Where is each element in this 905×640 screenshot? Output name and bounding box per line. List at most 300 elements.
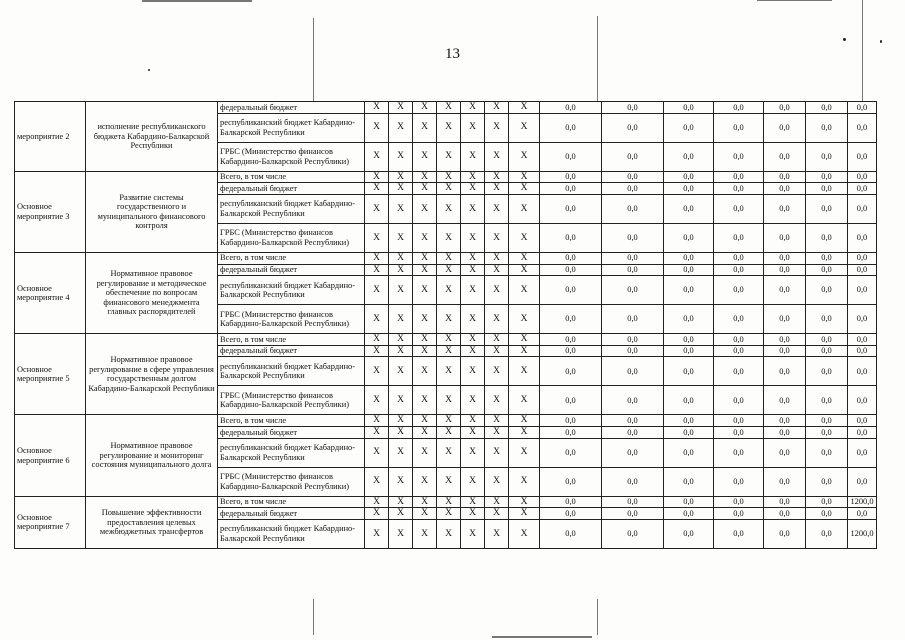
scan-artifact-vertical-line (862, 0, 863, 102)
budget-code-cell: X (437, 171, 461, 183)
budget-code-cell: X (413, 427, 437, 439)
budget-code-cell: X (365, 194, 389, 223)
amount-cell: 0,0 (848, 508, 877, 520)
measure-description-cell: Повышение эффективности предоставления целевых межбюджетных трансфертов (86, 496, 218, 548)
budget-code-cell: X (461, 345, 485, 357)
amount-cell: 0,0 (540, 142, 602, 171)
budget-code-cell: X (461, 357, 485, 386)
amount-cell: 0,0 (848, 183, 877, 195)
budget-code-cell: X (509, 113, 540, 142)
amount-cell: 0,0 (848, 264, 877, 276)
budget-code-cell: X (461, 183, 485, 195)
amount-cell: 0,0 (602, 102, 664, 114)
budget-code-cell: X (437, 113, 461, 142)
budget-code-cell: X (461, 519, 485, 548)
amount-cell: 0,0 (714, 113, 764, 142)
measure-description-cell: Нормативное правовое регулирование и мониторинг состояния муниципального долга (86, 415, 218, 496)
amount-cell: 0,0 (764, 223, 806, 252)
amount-cell: 0,0 (714, 496, 764, 508)
budget-code-cell: X (509, 508, 540, 520)
budget-code-cell: X (485, 519, 509, 548)
budget-code-cell: X (437, 183, 461, 195)
budget-code-cell: X (437, 519, 461, 548)
amount-cell: 0,0 (848, 427, 877, 439)
budget-code-cell: X (437, 345, 461, 357)
amount-cell: 0,0 (764, 467, 806, 496)
amount-cell: 0,0 (848, 357, 877, 386)
amount-cell: 0,0 (806, 171, 848, 183)
budget-code-cell: X (461, 427, 485, 439)
budget-code-cell: X (389, 415, 413, 427)
amount-cell: 0,0 (848, 252, 877, 264)
budget-code-cell: X (437, 264, 461, 276)
amount-cell: 0,0 (540, 276, 602, 305)
budget-code-cell: X (413, 386, 437, 415)
amount-cell: 0,0 (764, 415, 806, 427)
amount-cell: 0,0 (714, 345, 764, 357)
amount-cell: 0,0 (714, 276, 764, 305)
amount-cell: 0,0 (602, 223, 664, 252)
budget-code-cell: X (485, 386, 509, 415)
budget-code-cell: X (485, 305, 509, 334)
budget-code-cell: X (485, 357, 509, 386)
budget-code-cell: X (485, 427, 509, 439)
amount-cell: 0,0 (806, 519, 848, 548)
amount-cell: 0,0 (714, 142, 764, 171)
budget-table (14, 101, 877, 549)
budget-code-cell: X (413, 415, 437, 427)
funding-source-cell: Всего, в том числе (218, 415, 365, 427)
amount-cell: 0,0 (540, 467, 602, 496)
budget-code-cell: X (389, 496, 413, 508)
budget-code-cell: X (485, 194, 509, 223)
budget-code-cell: X (365, 386, 389, 415)
funding-source-cell: Всего, в том числе (218, 496, 365, 508)
budget-code-cell: X (389, 276, 413, 305)
budget-code-cell: X (437, 252, 461, 264)
budget-code-cell: X (461, 496, 485, 508)
measure-name-cell: Основное мероприятие 5 (15, 334, 86, 415)
amount-cell: 0,0 (540, 194, 602, 223)
budget-code-cell: X (437, 334, 461, 346)
amount-cell: 0,0 (764, 496, 806, 508)
budget-code-cell: X (389, 519, 413, 548)
amount-cell: 0,0 (848, 305, 877, 334)
budget-code-cell: X (389, 171, 413, 183)
amount-cell: 0,0 (664, 252, 714, 264)
budget-code-cell: X (365, 171, 389, 183)
budget-code-cell: X (509, 438, 540, 467)
amount-cell: 0,0 (848, 415, 877, 427)
measure-description-cell: исполнение республиканского бюджета Кабардино-Балкарской Республики (86, 102, 218, 172)
budget-code-cell: X (461, 194, 485, 223)
amount-cell: 0,0 (848, 113, 877, 142)
budget-code-cell: X (365, 415, 389, 427)
amount-cell: 0,0 (540, 427, 602, 439)
budget-code-cell: X (485, 171, 509, 183)
amount-cell: 0,0 (806, 113, 848, 142)
amount-cell: 1200,0 (848, 519, 877, 548)
budget-code-cell: X (461, 276, 485, 305)
amount-cell: 0,0 (540, 264, 602, 276)
amount-cell: 0,0 (540, 345, 602, 357)
budget-code-cell: X (413, 508, 437, 520)
amount-cell: 0,0 (602, 305, 664, 334)
amount-cell: 0,0 (714, 508, 764, 520)
amount-cell: 0,0 (540, 305, 602, 334)
budget-code-cell: X (365, 508, 389, 520)
budget-code-cell: X (485, 415, 509, 427)
budget-code-cell: X (485, 113, 509, 142)
amount-cell: 0,0 (806, 386, 848, 415)
budget-code-cell: X (389, 427, 413, 439)
budget-code-cell: X (413, 171, 437, 183)
amount-cell: 0,0 (848, 386, 877, 415)
budget-code-cell: X (509, 519, 540, 548)
amount-cell: 0,0 (714, 386, 764, 415)
budget-code-cell: X (389, 305, 413, 334)
measure-description-cell: Нормативное правовое регулирование и методическое обеспечение по вопросам финансового менеджмента главных распорядителей (86, 252, 218, 333)
amount-cell: 0,0 (806, 276, 848, 305)
budget-code-cell: X (461, 171, 485, 183)
measure-description-cell: Нормативное правовое регулирование в сфере управления государственным долгом Кабардино-Балкарской Республики (86, 334, 218, 415)
budget-code-cell: X (485, 438, 509, 467)
amount-cell: 0,0 (602, 194, 664, 223)
amount-cell: 0,0 (602, 427, 664, 439)
budget-code-cell: X (389, 194, 413, 223)
budget-code-cell: X (485, 252, 509, 264)
measure-name-cell: Основное мероприятие 6 (15, 415, 86, 496)
amount-cell: 0,0 (848, 438, 877, 467)
amount-cell: 0,0 (664, 142, 714, 171)
budget-code-cell: X (413, 223, 437, 252)
amount-cell: 0,0 (764, 386, 806, 415)
budget-code-cell: X (365, 102, 389, 114)
amount-cell: 0,0 (602, 276, 664, 305)
budget-code-cell: X (365, 142, 389, 171)
budget-code-cell: X (509, 386, 540, 415)
budget-code-cell: X (437, 496, 461, 508)
amount-cell: 0,0 (806, 223, 848, 252)
budget-code-cell: X (509, 334, 540, 346)
scan-artifact-vertical-line (597, 599, 598, 635)
budget-code-cell: X (413, 252, 437, 264)
amount-cell: 0,0 (664, 508, 714, 520)
table-row (15, 496, 877, 508)
budget-code-cell: X (485, 142, 509, 171)
budget-code-cell: X (485, 183, 509, 195)
budget-code-cell: X (437, 276, 461, 305)
funding-source-cell: федеральный бюджет (218, 345, 365, 357)
scan-artifact-top-mark (757, 0, 832, 1)
budget-code-cell: X (389, 467, 413, 496)
amount-cell: 0,0 (764, 171, 806, 183)
budget-code-cell: X (461, 438, 485, 467)
funding-source-cell: Всего, в том числе (218, 334, 365, 346)
budget-code-cell: X (413, 496, 437, 508)
table-row (15, 415, 877, 427)
amount-cell: 0,0 (714, 519, 764, 548)
budget-code-cell: X (509, 305, 540, 334)
budget-code-cell: X (461, 305, 485, 334)
amount-cell: 0,0 (664, 438, 714, 467)
amount-cell: 0,0 (764, 194, 806, 223)
budget-code-cell: X (509, 142, 540, 171)
budget-code-cell: X (365, 334, 389, 346)
budget-code-cell: X (413, 102, 437, 114)
budget-code-cell: X (509, 427, 540, 439)
amount-cell: 0,0 (664, 171, 714, 183)
budget-code-cell: X (437, 508, 461, 520)
amount-cell: 0,0 (540, 102, 602, 114)
amount-cell: 0,0 (540, 183, 602, 195)
amount-cell: 0,0 (540, 508, 602, 520)
amount-cell: 0,0 (664, 386, 714, 415)
budget-code-cell: X (509, 102, 540, 114)
amount-cell: 1200,0 (848, 496, 877, 508)
amount-cell: 0,0 (848, 142, 877, 171)
amount-cell: 0,0 (806, 194, 848, 223)
budget-code-cell: X (413, 467, 437, 496)
amount-cell: 0,0 (764, 508, 806, 520)
amount-cell: 0,0 (848, 194, 877, 223)
budget-code-cell: X (365, 183, 389, 195)
amount-cell: 0,0 (764, 519, 806, 548)
budget-code-cell: X (509, 171, 540, 183)
budget-code-cell: X (389, 264, 413, 276)
amount-cell: 0,0 (764, 264, 806, 276)
budget-code-cell: X (437, 438, 461, 467)
budget-code-cell: X (389, 438, 413, 467)
amount-cell: 0,0 (806, 415, 848, 427)
table-row (15, 252, 877, 264)
funding-source-cell: республиканский бюджет Кабардино-Балкарской Республики (218, 519, 365, 548)
budget-code-cell: X (413, 276, 437, 305)
budget-code-cell: X (485, 467, 509, 496)
amount-cell: 0,0 (602, 386, 664, 415)
budget-code-cell: X (365, 305, 389, 334)
amount-cell: 0,0 (764, 438, 806, 467)
budget-code-cell: X (413, 194, 437, 223)
amount-cell: 0,0 (540, 113, 602, 142)
amount-cell: 0,0 (714, 194, 764, 223)
measure-name-cell: Основное мероприятие 7 (15, 496, 86, 548)
amount-cell: 0,0 (806, 142, 848, 171)
budget-code-cell: X (461, 467, 485, 496)
amount-cell: 0,0 (602, 142, 664, 171)
budget-code-cell: X (461, 142, 485, 171)
funding-source-cell: республиканский бюджет Кабардино-Балкарской Республики (218, 276, 365, 305)
budget-code-cell: X (461, 508, 485, 520)
amount-cell: 0,0 (764, 334, 806, 346)
budget-code-cell: X (389, 334, 413, 346)
budget-code-cell: X (437, 467, 461, 496)
amount-cell: 0,0 (664, 113, 714, 142)
scan-artifact-speck (880, 40, 882, 43)
budget-code-cell: X (413, 438, 437, 467)
budget-code-cell: X (365, 113, 389, 142)
amount-cell: 0,0 (806, 305, 848, 334)
amount-cell: 0,0 (540, 386, 602, 415)
amount-cell: 0,0 (806, 508, 848, 520)
amount-cell: 0,0 (664, 345, 714, 357)
budget-code-cell: X (389, 508, 413, 520)
amount-cell: 0,0 (764, 252, 806, 264)
funding-source-cell: ГРБС (Министерство финансов Кабардино-Балкарской Республики) (218, 305, 365, 334)
amount-cell: 0,0 (806, 496, 848, 508)
amount-cell: 0,0 (602, 345, 664, 357)
amount-cell: 0,0 (540, 334, 602, 346)
budget-code-cell: X (389, 102, 413, 114)
budget-code-cell: X (509, 415, 540, 427)
budget-code-cell: X (485, 264, 509, 276)
amount-cell: 0,0 (848, 276, 877, 305)
budget-code-cell: X (389, 223, 413, 252)
amount-cell: 0,0 (602, 264, 664, 276)
amount-cell: 0,0 (714, 223, 764, 252)
amount-cell: 0,0 (602, 171, 664, 183)
funding-source-cell: республиканский бюджет Кабардино-Балкарской Республики (218, 113, 365, 142)
budget-code-cell: X (413, 142, 437, 171)
amount-cell: 0,0 (714, 171, 764, 183)
amount-cell: 0,0 (664, 194, 714, 223)
budget-code-cell: X (389, 142, 413, 171)
budget-code-cell: X (509, 276, 540, 305)
budget-code-cell: X (461, 113, 485, 142)
budget-code-cell: X (461, 386, 485, 415)
amount-cell: 0,0 (714, 427, 764, 439)
budget-code-cell: X (365, 223, 389, 252)
budget-code-cell: X (485, 345, 509, 357)
amount-cell: 0,0 (664, 496, 714, 508)
amount-cell: 0,0 (602, 252, 664, 264)
scan-artifact-vertical-line (313, 18, 314, 102)
funding-source-cell: Всего, в том числе (218, 252, 365, 264)
budget-code-cell: X (365, 345, 389, 357)
amount-cell: 0,0 (664, 102, 714, 114)
measure-name-cell: Основное мероприятие 4 (15, 252, 86, 333)
table-row (15, 334, 877, 346)
amount-cell: 0,0 (540, 415, 602, 427)
budget-code-cell: X (389, 113, 413, 142)
measure-description-cell: Развитие системы государственного и муниципального финансового контроля (86, 171, 218, 252)
amount-cell: 0,0 (806, 345, 848, 357)
budget-code-cell: X (365, 496, 389, 508)
amount-cell: 0,0 (764, 357, 806, 386)
budget-code-cell: X (413, 334, 437, 346)
amount-cell: 0,0 (714, 305, 764, 334)
amount-cell: 0,0 (764, 345, 806, 357)
amount-cell: 0,0 (764, 142, 806, 171)
budget-code-cell: X (437, 223, 461, 252)
amount-cell: 0,0 (848, 345, 877, 357)
budget-code-cell: X (413, 345, 437, 357)
amount-cell: 0,0 (602, 496, 664, 508)
budget-code-cell: X (461, 264, 485, 276)
amount-cell: 0,0 (806, 252, 848, 264)
amount-cell: 0,0 (602, 467, 664, 496)
budget-code-cell: X (509, 496, 540, 508)
amount-cell: 0,0 (664, 519, 714, 548)
amount-cell: 0,0 (540, 357, 602, 386)
amount-cell: 0,0 (540, 252, 602, 264)
amount-cell: 0,0 (602, 334, 664, 346)
budget-code-cell: X (389, 386, 413, 415)
amount-cell: 0,0 (714, 415, 764, 427)
amount-cell: 0,0 (848, 334, 877, 346)
amount-cell: 0,0 (806, 264, 848, 276)
amount-cell: 0,0 (806, 427, 848, 439)
budget-code-cell: X (365, 276, 389, 305)
amount-cell: 0,0 (602, 357, 664, 386)
amount-cell: 0,0 (806, 467, 848, 496)
amount-cell: 0,0 (848, 171, 877, 183)
budget-code-cell: X (413, 264, 437, 276)
funding-source-cell: федеральный бюджет (218, 183, 365, 195)
budget-code-cell: X (437, 194, 461, 223)
amount-cell: 0,0 (664, 276, 714, 305)
amount-cell: 0,0 (764, 276, 806, 305)
amount-cell: 0,0 (806, 438, 848, 467)
scan-artifact-vertical-line (597, 16, 598, 102)
budget-code-cell: X (389, 357, 413, 386)
amount-cell: 0,0 (806, 102, 848, 114)
budget-code-cell: X (437, 142, 461, 171)
amount-cell: 0,0 (764, 427, 806, 439)
budget-code-cell: X (485, 508, 509, 520)
amount-cell: 0,0 (664, 415, 714, 427)
budget-code-cell: X (509, 467, 540, 496)
amount-cell: 0,0 (764, 102, 806, 114)
budget-code-cell: X (485, 223, 509, 252)
page-number: 13 (445, 46, 460, 62)
budget-code-cell: X (413, 113, 437, 142)
budget-code-cell: X (365, 427, 389, 439)
budget-code-cell: X (485, 334, 509, 346)
budget-code-cell: X (509, 345, 540, 357)
budget-code-cell: X (437, 102, 461, 114)
table-body (15, 102, 877, 549)
budget-code-cell: X (413, 183, 437, 195)
measure-name-cell: Основное мероприятие 3 (15, 171, 86, 252)
budget-code-cell: X (365, 264, 389, 276)
budget-code-cell: X (389, 345, 413, 357)
funding-source-cell: республиканский бюджет Кабардино-Балкарской Республики (218, 438, 365, 467)
amount-cell: 0,0 (806, 183, 848, 195)
amount-cell: 0,0 (806, 357, 848, 386)
table-row (15, 102, 877, 114)
scan-artifact-vertical-line (313, 599, 314, 635)
budget-code-cell: X (437, 305, 461, 334)
funding-source-cell: федеральный бюджет (218, 508, 365, 520)
amount-cell: 0,0 (764, 183, 806, 195)
amount-cell: 0,0 (602, 508, 664, 520)
funding-source-cell: ГРБС (Министерство финансов Кабардино-Балкарской Республики) (218, 467, 365, 496)
budget-code-cell: X (461, 334, 485, 346)
budget-code-cell: X (485, 102, 509, 114)
scan-artifact-speck (843, 38, 846, 41)
amount-cell: 0,0 (602, 519, 664, 548)
amount-cell: 0,0 (714, 357, 764, 386)
budget-code-cell: X (485, 496, 509, 508)
budget-code-cell: X (509, 223, 540, 252)
amount-cell: 0,0 (764, 113, 806, 142)
amount-cell: 0,0 (806, 334, 848, 346)
amount-cell: 0,0 (540, 223, 602, 252)
funding-source-cell: республиканский бюджет Кабардино-Балкарской Республики (218, 357, 365, 386)
amount-cell: 0,0 (664, 427, 714, 439)
amount-cell: 0,0 (664, 264, 714, 276)
